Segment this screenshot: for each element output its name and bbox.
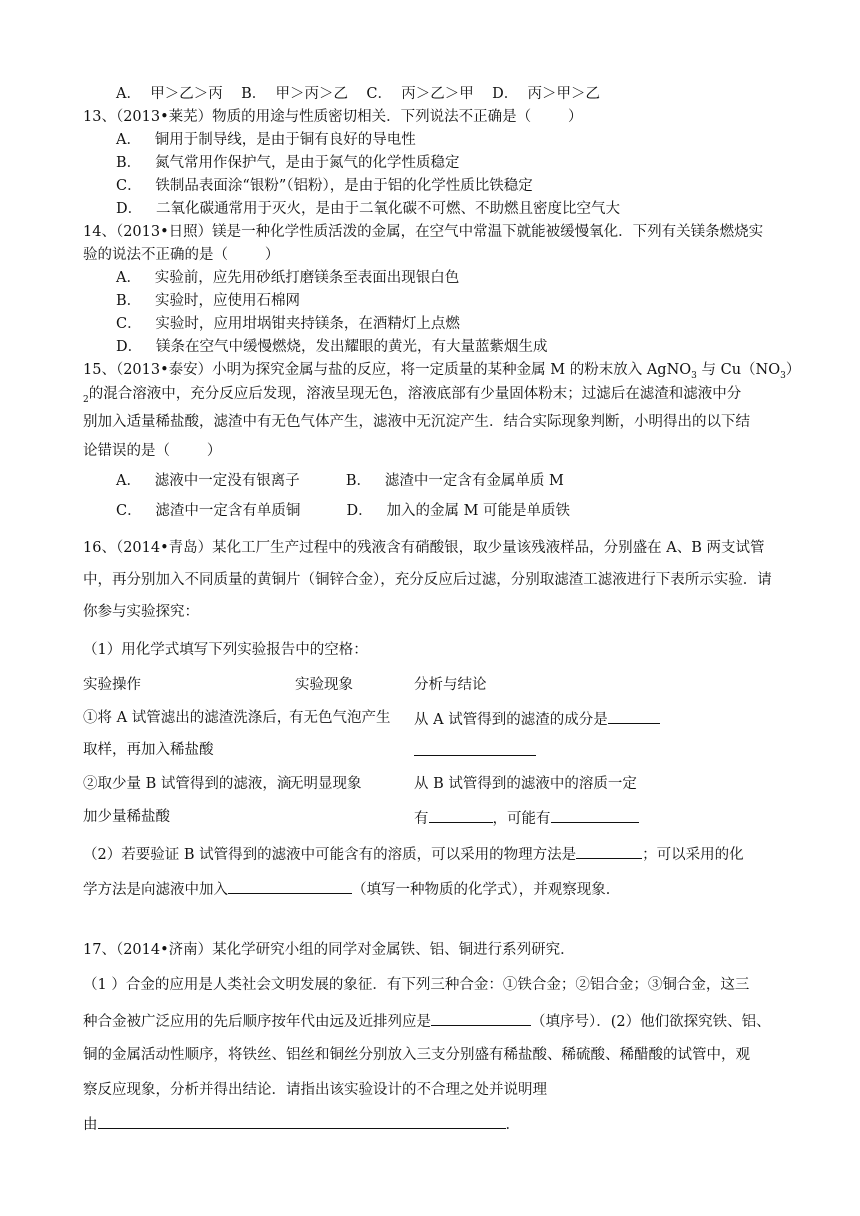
row2-phenomenon: 无明显现象: [289, 776, 362, 792]
q14-option-a: A． 实验前，应先用砂纸打磨镁条至表面出现银白色: [116, 270, 460, 286]
q17-line3: 铜的金属活动性顺序，将铁丝、铝丝和铜丝分别放入三支分别盛有稀盐酸、稀硫酸、稀醋酸的试管中，观: [83, 1047, 750, 1063]
blank-row2-b[interactable]: [551, 807, 639, 823]
q17-stem: 17、（2014•济南）某化学研究小组的同学对金属铁、铝、铜进行系列研究．: [83, 942, 575, 958]
q16-stem-line1: 16、（2014•青岛）某化工厂生产过程中的残液含有硝酸银，取少量该残液样品，分别盛在 A、B 两支试管: [83, 540, 765, 556]
q12-options: A． 甲＞乙＞丙 B． 甲＞丙＞乙 C． 丙＞乙＞甲 D． 丙＞甲＞乙: [116, 86, 601, 102]
row1-phenomenon: 有无色气泡产生: [289, 710, 391, 726]
row1-operation: ①将 A 试管滤出的滤渣洗涤后，: [83, 710, 292, 726]
blank-physical-method[interactable]: [576, 843, 642, 859]
q16-stem-line2: 中，再分别加入不同质量的黄铜片（铜锌合金），充分反应后过滤，分别取滤渣工滤液进行下表所示实验．请: [83, 572, 772, 588]
row1-analysis-cont: [414, 740, 536, 762]
q15-stem-line1: 15、（2013•泰安）小明为探究金属与盐的反应，将一定质量的某种金属 M 的粉末放入 AgNO$_3$ 与 $Cu(NO_3)$: [83, 362, 801, 381]
row2-operation-cont: 加少量稀盐酸: [83, 809, 170, 825]
blank-row2-a[interactable]: [429, 807, 493, 823]
q17-line2: 种合金被广泛应用的先后顺序按年代由远及近排列应是 （填序号）．(2）他们欲探究铁、铝、: [83, 1010, 771, 1032]
row2-operation: ②取少量 B 试管得到的滤液，滴: [83, 776, 292, 792]
table-header-operation: 实验操作: [83, 677, 141, 693]
row2-analysis: 从 B 试管得到的滤液中的溶质一定: [414, 776, 637, 792]
q16-part2-line1: （2）若要验证 B 试管得到的滤液中可能含有的溶质，可以采用的物理方法是 ；可以采用的化: [83, 843, 744, 865]
blank-row1-b[interactable]: [414, 740, 536, 756]
q13-option-c: C． 铁制品表面涂“银粉”（铝粉），是由于铝的化学性质比铁稳定: [116, 178, 533, 194]
table-header-phenomenon: 实验现象: [295, 677, 353, 693]
q15-stem-line3: 别加入适量稀盐酸，滤渣中有无色气体产生，滤液中无沉淀产生．结合实际现象判断，小明得出的以下结: [83, 414, 750, 430]
row2-analysis-cont: 有 ，可能有: [414, 807, 639, 829]
q17-line4: 察反应现象，分析并得出结论．请指出该实验设计的不合理之处并说明理: [83, 1082, 547, 1098]
q15-stem-line2: $_2$的混合溶液中，充分反应后发现，溶液呈现无色，溶液底部有少量固体粉末；过滤后在滤渣和滤液中分: [83, 386, 742, 405]
q15-options-ab: A． 滤液中一定没有银离子 B． 滤渣中一定含有金属单质 M: [116, 473, 564, 489]
q15-options-cd: C． 滤渣中一定含有单质铜 D． 加入的金属 M 可能是单质铁: [116, 503, 571, 519]
row1-analysis: 从 A 试管得到的滤渣的成分是: [414, 708, 660, 730]
q15-stem-line4: 论错误的是（ ）: [83, 443, 222, 459]
blank-chemical-formula[interactable]: [228, 878, 352, 894]
q16-part2-line2: 学方法是向滤液中加入 （填写一种物质的化学式），并观察现象．: [83, 878, 620, 900]
q14-stem-line1: 14、（2013•日照）镁是一种化学性质活泼的金属，在空气中常温下就能被缓慢氧化．下列有关镁条燃烧实: [83, 224, 764, 240]
blank-row1-a[interactable]: [608, 708, 660, 724]
q17-line1: （1 ）合金的应用是人类社会文明发展的象征．有下列三种合金：①铁合金；②铝合金；③铜合金，这三: [83, 977, 750, 993]
q16-stem-line3: 你参与实验探究：: [83, 604, 199, 620]
q16-part1: （1）用化学式填写下列实验报告中的空格：: [83, 642, 368, 658]
q13-option-b: B． 氮气常用作保护气，是由于氮气的化学性质稳定: [116, 155, 460, 171]
row1-operation-cont: 取样，再加入稀盐酸: [83, 742, 214, 758]
q13-option-a: A． 铜用于制导线，是由于铜有良好的导电性: [116, 132, 416, 148]
q14-option-b: B． 实验时，应使用石棉网: [116, 293, 300, 309]
q14-option-c: C． 实验时，应用坩埚钳夹持镁条，在酒精灯上点燃: [116, 316, 460, 332]
blank-reason[interactable]: [98, 1113, 506, 1129]
q17-line5: 由 ．: [83, 1113, 520, 1135]
q14-stem-line2: 验的说法不正确的是（ ）: [83, 247, 280, 263]
table-header-analysis: 分析与结论: [414, 677, 487, 693]
q13-option-d: D． 二氧化碳通常用于灭火，是由于二氧化碳不可燃、不助燃且密度比空气大: [116, 201, 620, 217]
q14-option-d: D． 镁条在空气中缓慢燃烧，发出耀眼的黄光，有大量蓝紫烟生成: [116, 339, 548, 355]
q13-stem: 13、（2013•莱芜）物质的用途与性质密切相关．下列说法不正确是（ ）: [83, 109, 583, 125]
blank-order[interactable]: [431, 1010, 531, 1026]
